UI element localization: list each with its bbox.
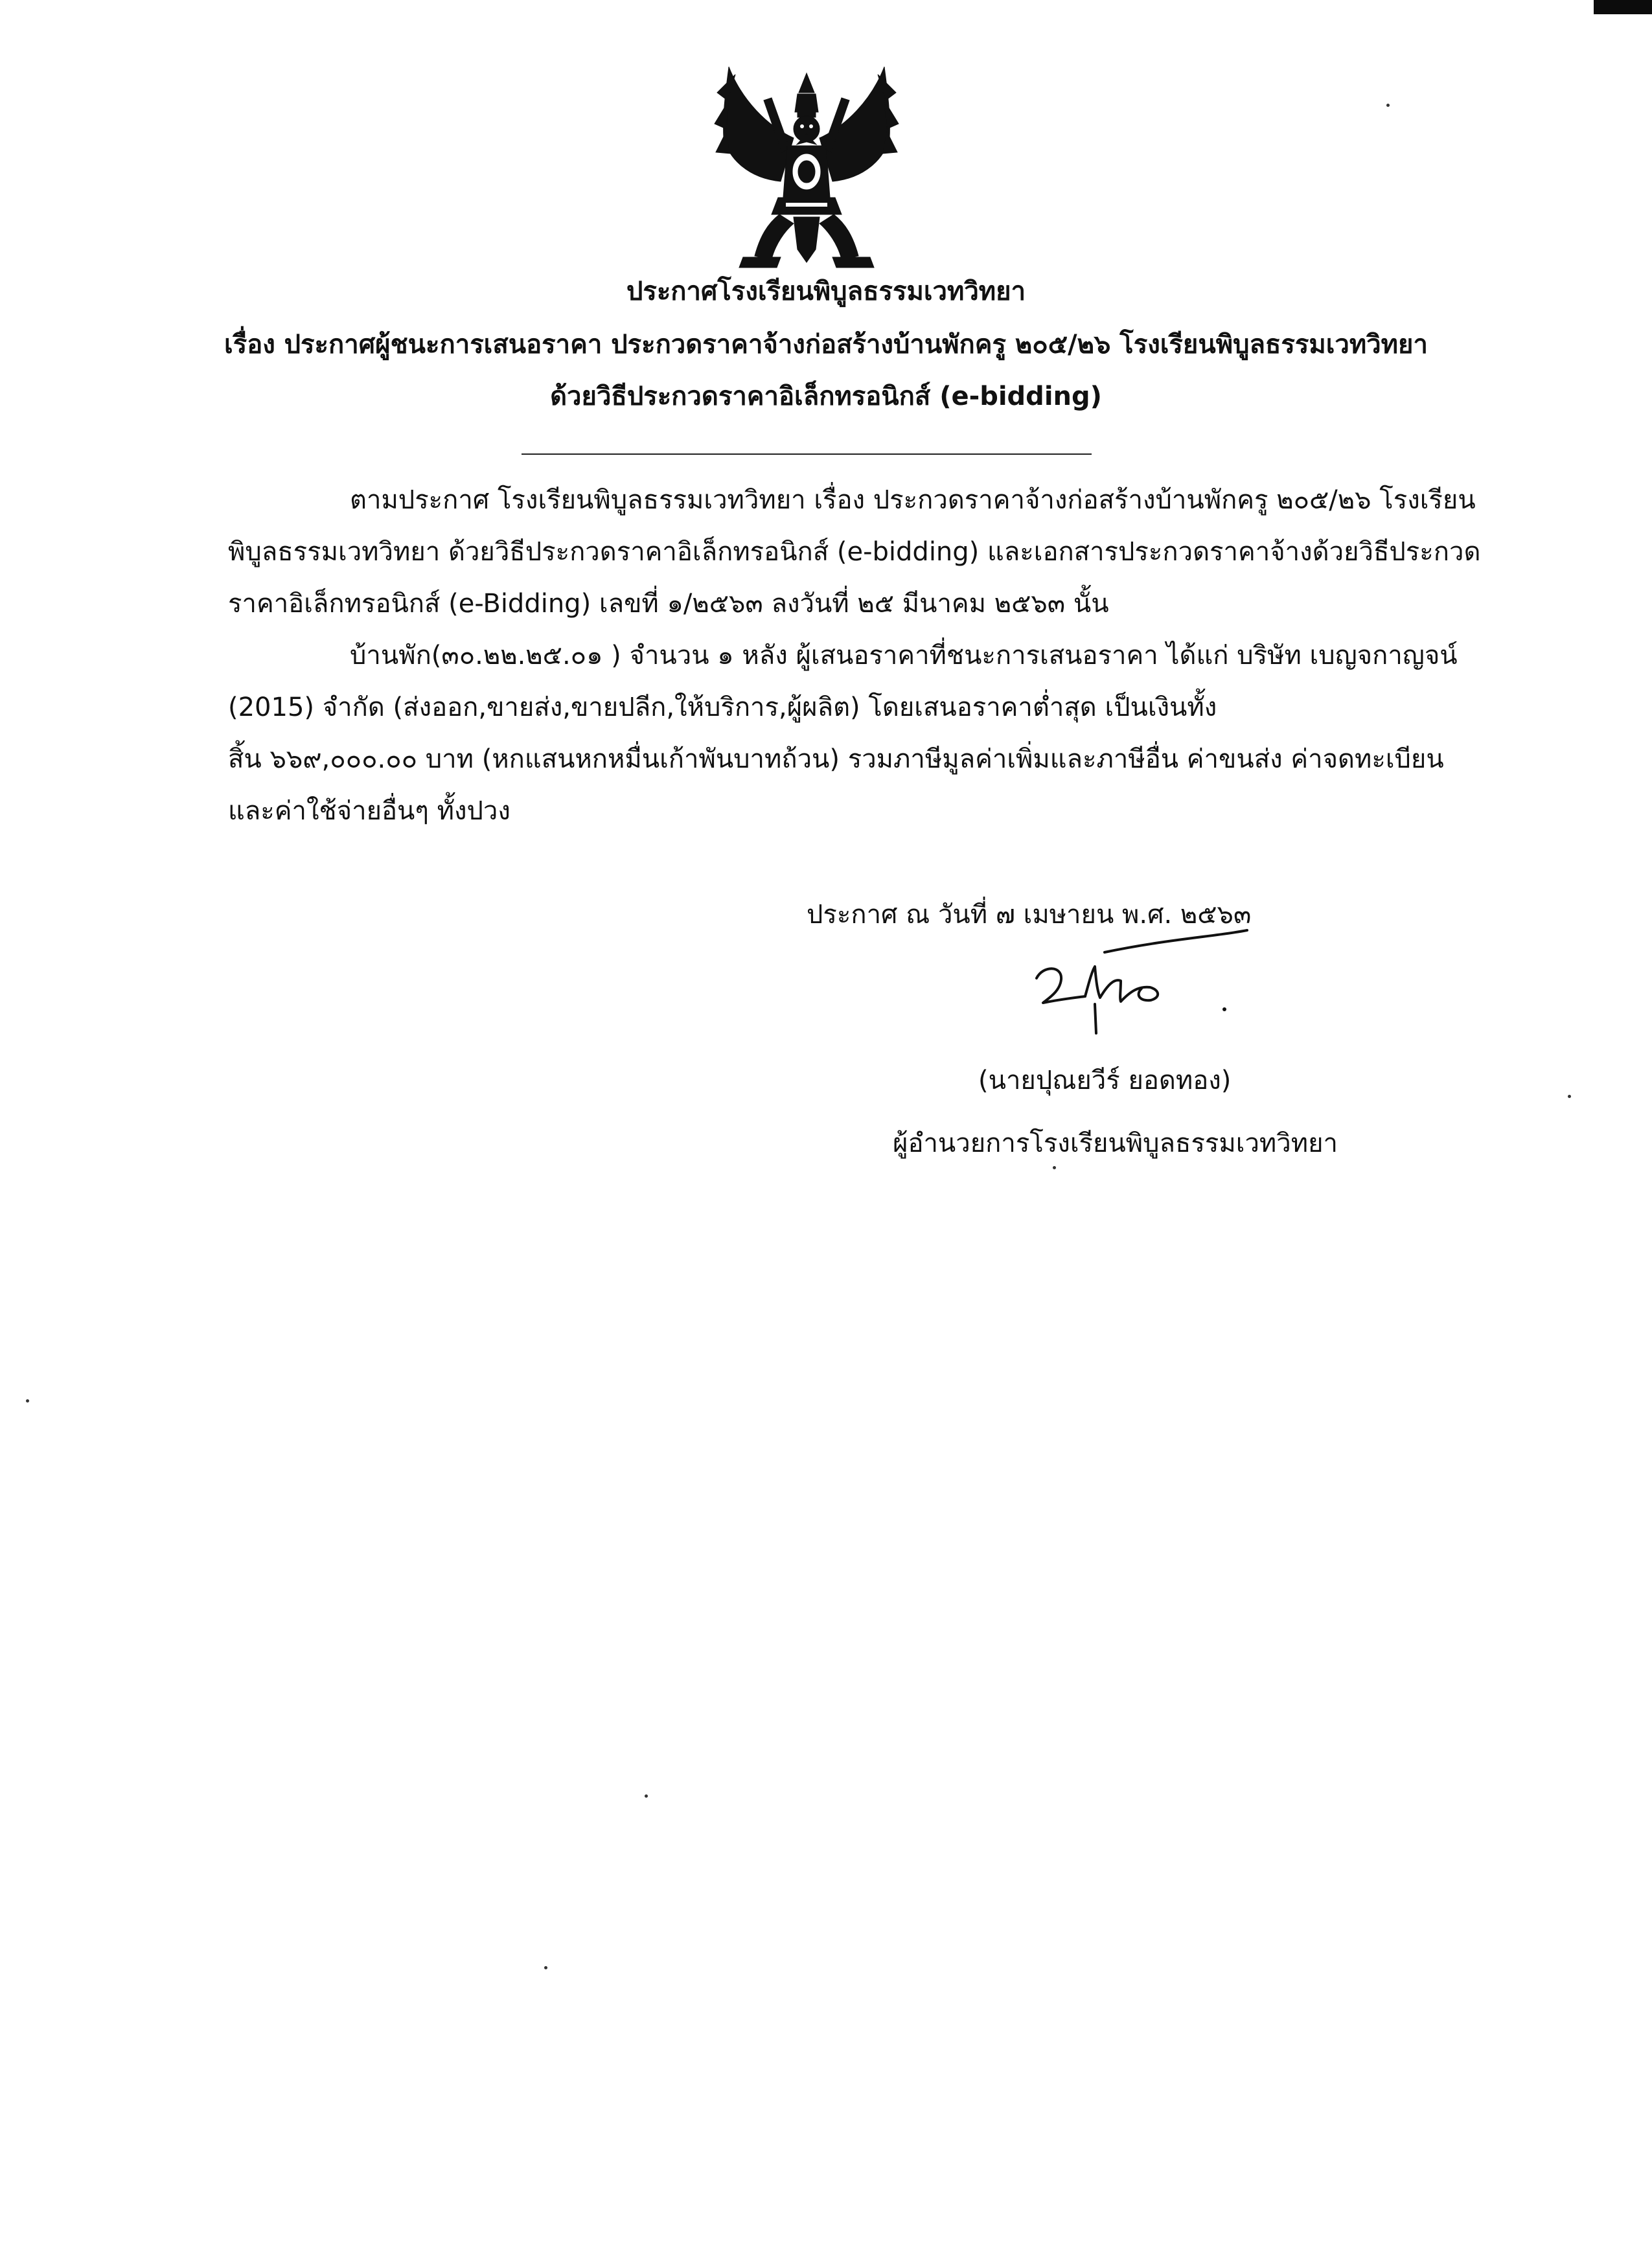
announcement-date: ประกาศ ณ วันที่ ๗ เมษายน พ.ศ. ๒๕๖๓ xyxy=(807,900,1252,930)
paragraph-2-line-3: สิ้น ๖๖๙,๐๐๐.๐๐ บาท (หกแสนหกหมื่นเก้าพันบาทถ้วน) รวมภาษีมูลค่าเพิ่มและภาษีอื่น ค่าขนส่ง ค่าจดทะเบียน xyxy=(228,744,1444,774)
scan-speck xyxy=(544,1966,547,1969)
paragraph-1-line-2: พิบูลธรรมเวทวิทยา ด้วยวิธีประกวดราคาอิเล็กทรอนิกส์ (e-bidding) และเอกสารประกวดราคาจ้างด้วยวิธีประกวด xyxy=(228,537,1481,567)
heading-divider xyxy=(522,453,1092,455)
document-method: ด้วยวิธีประกวดราคาอิเล็กทรอนิกส์ (e-bidding) xyxy=(550,382,1102,411)
signer-name: (นายปุณยวีร์ ยอดทอง) xyxy=(978,1066,1232,1095)
paragraph-1-line-1: ตามประกาศ โรงเรียนพิบูลธรรมเวทวิทยา เรื่อง ประกวดราคาจ้างก่อสร้างบ้านพักครู ๒๐๕/๒๖ โรงเรียน xyxy=(350,485,1476,515)
signature-icon xyxy=(1024,926,1270,1056)
paragraph-1-line-3: ราคาอิเล็กทรอนิกส์ (e-Bidding) เลขที่ ๑/๒๕๖๓ ลงวันที่ ๒๕ มีนาคม ๒๕๖๓ นั้น xyxy=(228,589,1109,619)
paragraph-2-line-4: และค่าใช้จ่ายอื่นๆ ทั้งปวง xyxy=(228,796,511,826)
scan-speck xyxy=(1053,1166,1056,1169)
signer-position: ผู้อำนวยการโรงเรียนพิบูลธรรมเวทวิทยา xyxy=(893,1128,1338,1158)
scan-speck xyxy=(1568,1095,1571,1098)
garuda-emblem-icon xyxy=(709,62,904,279)
scan-speck xyxy=(26,1399,29,1403)
document-subject: เรื่อง ประกาศผู้ชนะการเสนอราคา ประกวดราคาจ้างก่อสร้างบ้านพักครู ๒๐๕/๒๖ โรงเรียนพิบูลธรรมเวทวิทยา xyxy=(224,330,1428,360)
scan-speck xyxy=(645,1794,648,1798)
scan-speck xyxy=(1386,104,1390,107)
scan-corner-mark xyxy=(1594,0,1652,14)
document-title: ประกาศโรงเรียนพิบูลธรรมเวทวิทยา xyxy=(626,277,1026,306)
paragraph-2-line-1: บ้านพัก(๓๐.๒๒.๒๕.๐๑ ) จำนวน ๑ หลัง ผู้เสนอราคาที่ชนะการเสนอราคา ได้แก่ บริษัท เบญจกาญจน์ xyxy=(350,641,1458,670)
paragraph-2-line-2: (2015) จำกัด (ส่งออก,ขายส่ง,ขายปลีก,ให้บริการ,ผู้ผลิต) โดยเสนอราคาต่ำสุด เป็นเงินทั้ง xyxy=(228,693,1217,722)
